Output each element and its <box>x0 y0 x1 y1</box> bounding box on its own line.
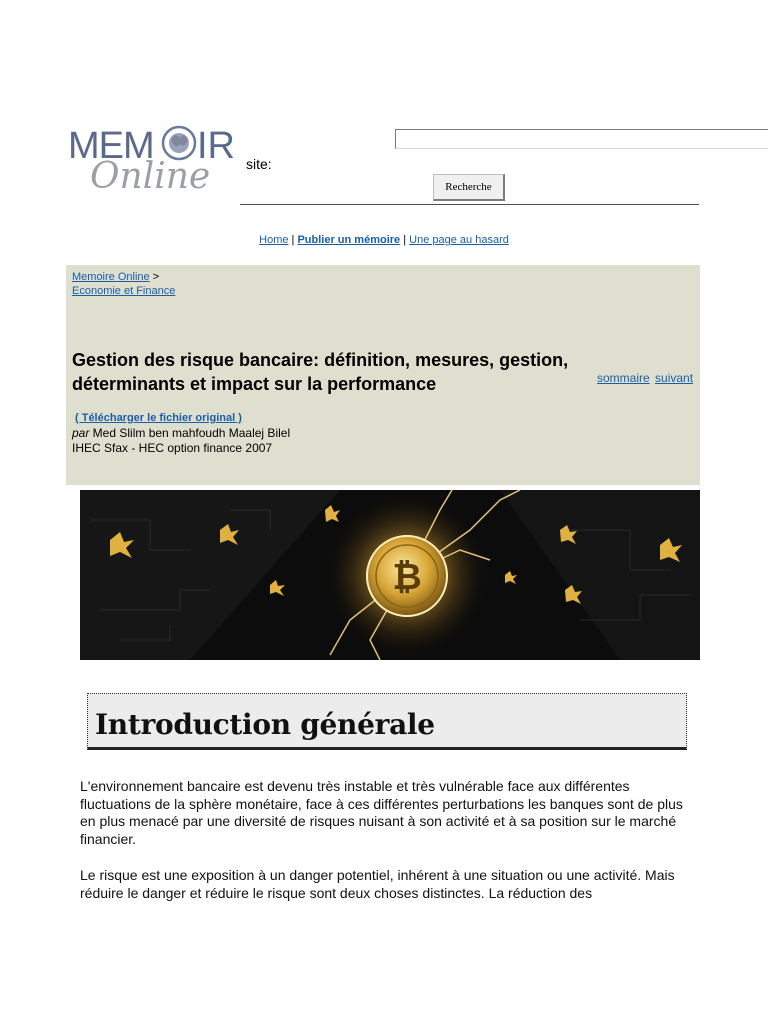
next-link[interactable]: suivant <box>655 371 694 385</box>
search-button[interactable]: Recherche <box>433 174 505 201</box>
breadcrumb-category-link[interactable]: Economie et Finance <box>72 285 176 297</box>
summary-link[interactable]: sommaire <box>597 371 650 385</box>
breadcrumb <box>72 270 175 298</box>
header-divider <box>240 204 699 205</box>
nav-home-link[interactable]: Home <box>259 234 289 246</box>
nav-separator: | <box>288 234 298 246</box>
nav-publish-link[interactable]: Publier un mémoire <box>297 234 401 246</box>
author-info <box>72 426 290 456</box>
svg-text:MEM: MEM <box>68 125 154 167</box>
site-label: site: <box>246 156 272 172</box>
svg-text:IR: IR <box>197 125 235 167</box>
site-logo[interactable] <box>66 118 242 192</box>
author-prefix: par <box>72 426 90 440</box>
breadcrumb-separator: > <box>149 271 160 283</box>
download-original <box>75 412 242 424</box>
document-navigation <box>595 371 693 385</box>
nav-random-link[interactable]: Une page au hasard <box>409 234 509 246</box>
top-navigation <box>0 234 768 246</box>
institution: IHEC Sfax - HEC option finance 2007 <box>72 441 273 455</box>
download-original-link[interactable]: ( Télécharger le fichier original ) <box>75 412 242 424</box>
breadcrumb-root-link[interactable]: Memoire Online <box>72 271 150 283</box>
bitcoin-lightning-banner-icon <box>80 490 700 660</box>
author-names: Med Slilm ben mahfoudh Maalej Bilel <box>89 426 291 440</box>
body-paragraph: L'environnement bancaire est devenu très instable et très vulnérable face aux différentes fluctuations de la sphère monétaire, face à ces différentes perturbations les banques sont de plus en plus menacé par une diversité de risques nuisant à son activité et à sa position sur le marché financier. <box>80 778 683 847</box>
page-title: Gestion des risque bancaire: définition, mesures, gestion, déterminants et impact sur la performance <box>72 350 569 394</box>
svg-text:Online: Online <box>90 156 211 192</box>
body-paragraph: Le risque est une exposition à un danger potentiel, inhérent à une situation ou une activité. Mais réduire le danger et réduire le risque sont deux choses distinctes. La réduction des <box>80 867 675 901</box>
banner-image[interactable] <box>80 490 700 660</box>
nav-separator: | <box>400 234 410 246</box>
search-input[interactable] <box>395 129 768 149</box>
svg-text:₿: ₿ <box>392 557 422 598</box>
section-title: Introduction générale <box>95 708 435 741</box>
